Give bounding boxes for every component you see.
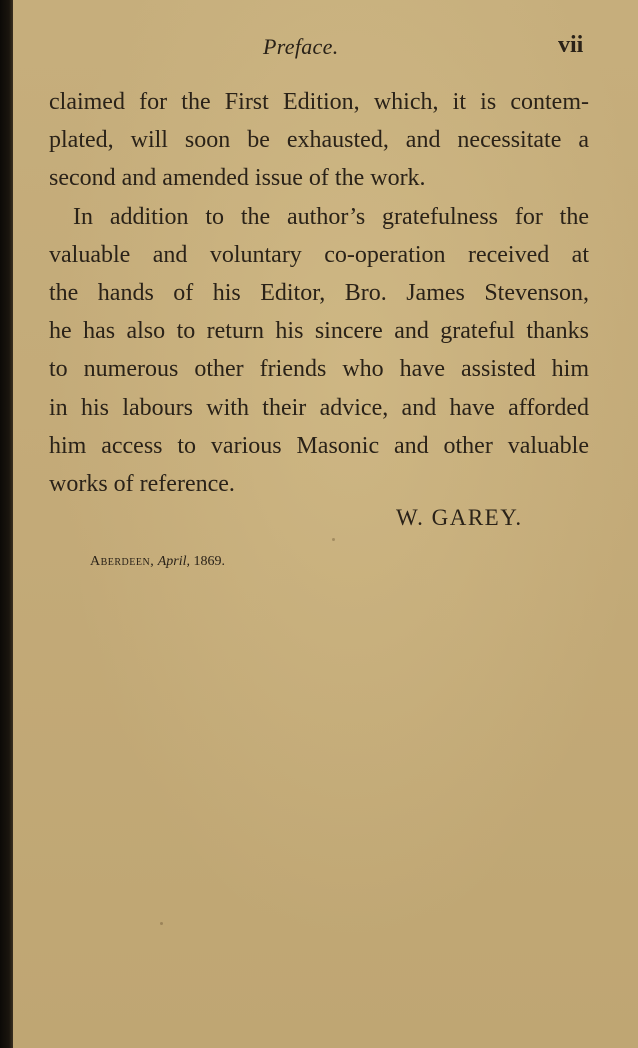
text-line: valuable and voluntary co-operation received at — [49, 241, 589, 268]
dateline — [90, 554, 225, 570]
page-number: vii — [558, 32, 584, 58]
dateline-place: Aberdeen, — [90, 554, 155, 569]
running-head — [0, 30, 638, 66]
text-line: second and amended issue of the work. — [49, 165, 426, 192]
text-line: him access to various Masonic and other valuable — [49, 432, 589, 459]
paper-speck — [160, 922, 163, 925]
author-signature: W. GAREY. — [396, 505, 523, 530]
text-line: in his labours with their advice, and have afforded — [49, 394, 589, 421]
text-line: to numerous other friends who have assisted him — [49, 356, 589, 383]
preface-text — [49, 83, 589, 503]
text-line: works of reference. — [49, 470, 235, 497]
running-head-title: Preface. — [263, 34, 339, 59]
dateline-month: April, — [157, 554, 190, 569]
text-line: the hands of his Editor, Bro. James Stevenson, — [49, 279, 589, 306]
text-line: plated, will soon be exhausted, and necessitate a — [49, 127, 589, 154]
paper-speck — [332, 538, 335, 541]
text-line: he has also to return his sincere and grateful thanks — [49, 318, 589, 345]
binding-edge — [0, 0, 13, 1048]
text-line: In addition to the author’s gratefulness for the — [73, 203, 589, 230]
text-line: claimed for the First Edition, which, it is contem- — [49, 89, 589, 115]
dateline-year: 1869. — [193, 554, 225, 569]
